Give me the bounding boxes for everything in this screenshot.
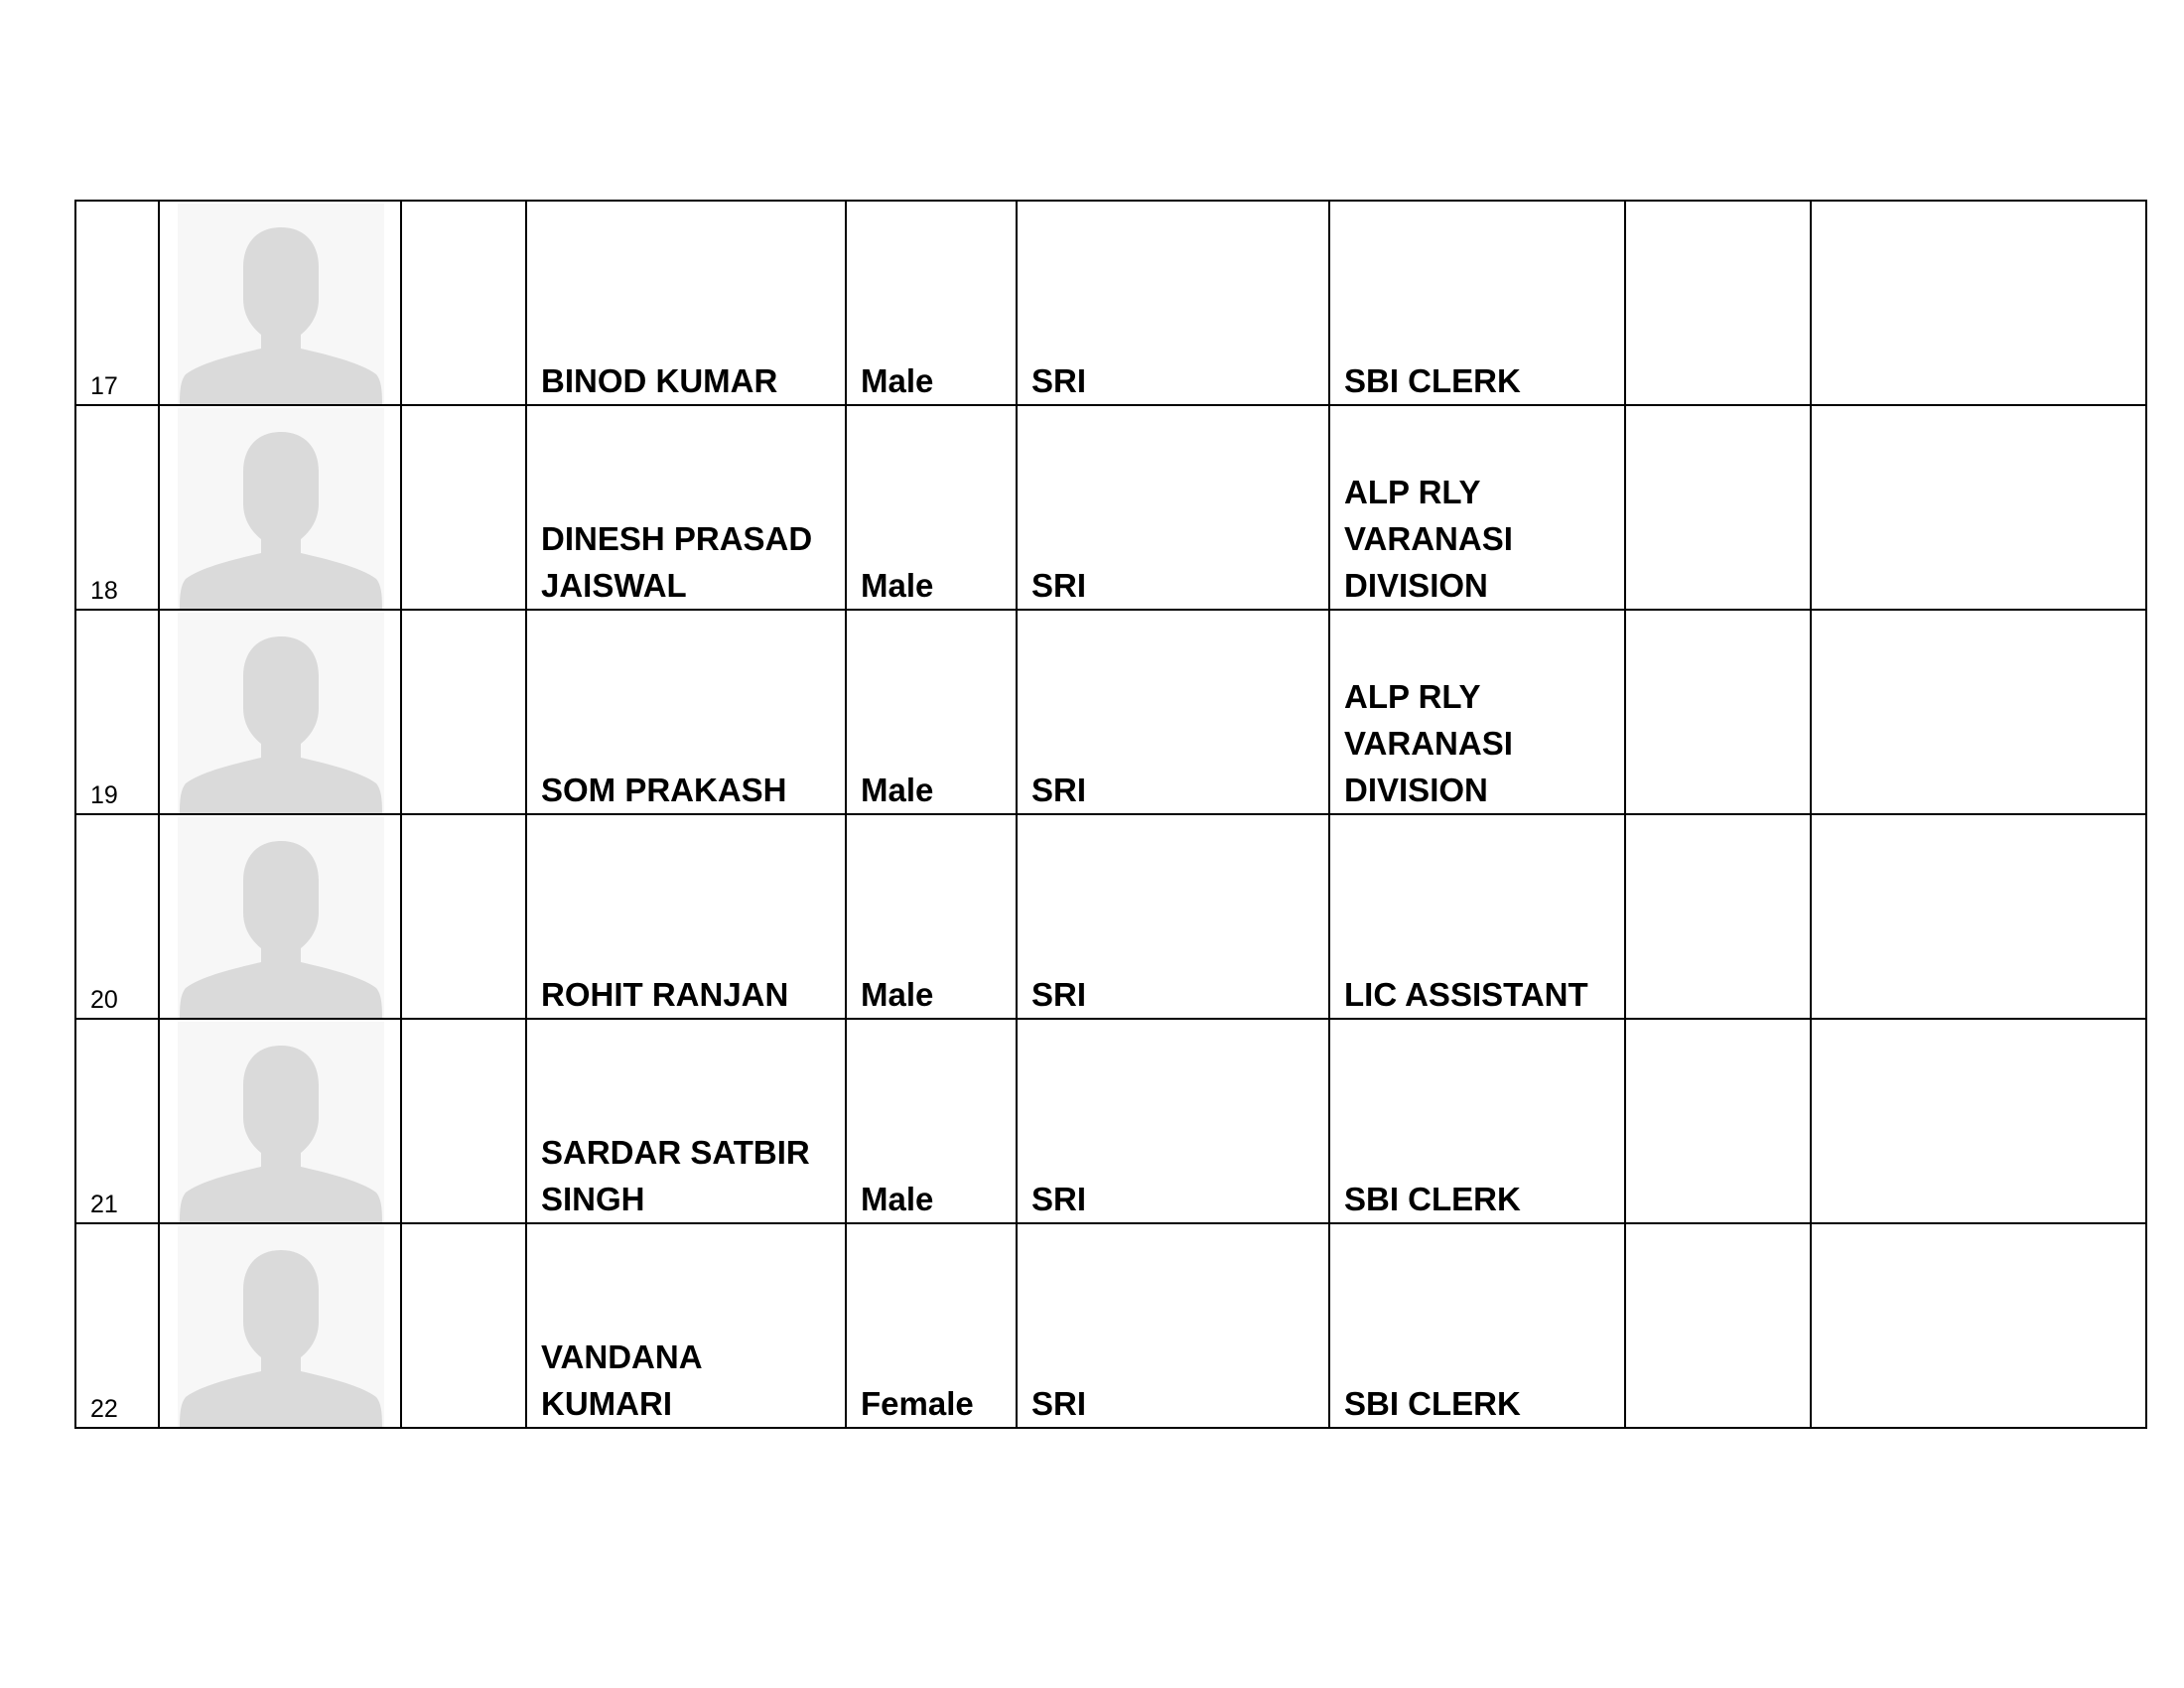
name-cell	[526, 405, 846, 610]
photo-placeholder	[160, 406, 400, 609]
gender-cell	[846, 1019, 1017, 1223]
gender-cell	[846, 405, 1017, 610]
post-cell	[1329, 201, 1625, 405]
candidate-title: SRI	[1031, 362, 1087, 399]
photo-cell	[159, 201, 401, 405]
person-silhouette-icon	[178, 1022, 384, 1222]
post-cell	[1329, 405, 1625, 610]
candidate-title: SRI	[1031, 567, 1087, 604]
table-row	[75, 1223, 2146, 1428]
photo-placeholder	[160, 815, 400, 1018]
name-cell	[526, 814, 846, 1019]
photo-cell	[159, 1223, 401, 1428]
empty-cell	[401, 405, 526, 610]
empty-cell	[401, 814, 526, 1019]
gender-cell	[846, 814, 1017, 1019]
empty-cell	[1625, 405, 1811, 610]
empty-cell	[1625, 814, 1811, 1019]
post-cell	[1329, 1223, 1625, 1428]
title-cell	[1017, 405, 1329, 610]
candidate-name: BINOD KUMAR	[541, 362, 778, 399]
table-row	[75, 610, 2146, 814]
empty-cell	[1811, 814, 2146, 1019]
person-silhouette-icon	[178, 613, 384, 813]
empty-cell	[1625, 1223, 1811, 1428]
gender-cell	[846, 610, 1017, 814]
serial-number: 17	[90, 372, 118, 400]
candidate-gender: Male	[861, 1181, 934, 1217]
serial-number-cell	[75, 1223, 159, 1428]
post-cell	[1329, 814, 1625, 1019]
empty-cell	[1811, 1223, 2146, 1428]
candidate-title: SRI	[1031, 1181, 1087, 1217]
serial-number: 19	[90, 781, 118, 809]
serial-number: 21	[90, 1191, 118, 1218]
serial-number-cell	[75, 610, 159, 814]
empty-cell	[1811, 610, 2146, 814]
title-cell	[1017, 1223, 1329, 1428]
name-cell	[526, 610, 846, 814]
name-cell	[526, 201, 846, 405]
serial-number-cell	[75, 201, 159, 405]
candidate-name: SARDAR SATBIR SINGH	[541, 1134, 810, 1217]
empty-cell	[1625, 610, 1811, 814]
serial-number-cell	[75, 814, 159, 1019]
photo-cell	[159, 610, 401, 814]
empty-cell	[1625, 201, 1811, 405]
serial-number: 18	[90, 577, 118, 605]
candidate-table	[74, 200, 2147, 1429]
serial-number: 22	[90, 1395, 118, 1423]
photo-placeholder	[160, 1224, 400, 1427]
person-silhouette-icon	[178, 204, 384, 404]
candidate-name: ROHIT RANJAN	[541, 976, 789, 1013]
photo-placeholder	[160, 611, 400, 813]
candidate-gender: Female	[861, 1385, 974, 1422]
person-silhouette-icon	[178, 408, 384, 609]
candidate-gender: Male	[861, 976, 934, 1013]
title-cell	[1017, 814, 1329, 1019]
empty-cell	[401, 201, 526, 405]
candidate-post: SBI CLERK	[1344, 1385, 1521, 1422]
candidate-title: SRI	[1031, 772, 1087, 808]
table-row	[75, 814, 2146, 1019]
candidate-post: LIC ASSISTANT	[1344, 976, 1588, 1013]
person-silhouette-icon	[178, 817, 384, 1018]
empty-cell	[401, 1223, 526, 1428]
gender-cell	[846, 201, 1017, 405]
person-silhouette-icon	[178, 1226, 384, 1427]
empty-cell	[1811, 201, 2146, 405]
photo-cell	[159, 405, 401, 610]
candidate-gender: Male	[861, 772, 934, 808]
name-cell	[526, 1019, 846, 1223]
serial-number: 20	[90, 986, 118, 1014]
candidate-title: SRI	[1031, 976, 1087, 1013]
title-cell	[1017, 201, 1329, 405]
empty-cell	[1811, 1019, 2146, 1223]
serial-number-cell	[75, 405, 159, 610]
empty-cell	[1811, 405, 2146, 610]
serial-number-cell	[75, 1019, 159, 1223]
candidate-post: SBI CLERK	[1344, 1181, 1521, 1217]
post-cell	[1329, 610, 1625, 814]
candidate-post: SBI CLERK	[1344, 362, 1521, 399]
candidate-title: SRI	[1031, 1385, 1087, 1422]
photo-cell	[159, 814, 401, 1019]
post-cell	[1329, 1019, 1625, 1223]
empty-cell	[401, 610, 526, 814]
photo-placeholder	[160, 202, 400, 404]
candidate-name: VANDANA KUMARI	[541, 1338, 703, 1422]
candidate-name: DINESH PRASAD JAISWAL	[541, 520, 813, 604]
title-cell	[1017, 610, 1329, 814]
photo-placeholder	[160, 1020, 400, 1222]
empty-cell	[1625, 1019, 1811, 1223]
empty-cell	[401, 1019, 526, 1223]
table-row	[75, 1019, 2146, 1223]
gender-cell	[846, 1223, 1017, 1428]
candidate-gender: Male	[861, 362, 934, 399]
candidate-name: SOM PRAKASH	[541, 772, 787, 808]
candidate-post: ALP RLY VARANASI DIVISION	[1344, 474, 1513, 604]
title-cell	[1017, 1019, 1329, 1223]
name-cell	[526, 1223, 846, 1428]
table-row	[75, 201, 2146, 405]
table-row	[75, 405, 2146, 610]
photo-cell	[159, 1019, 401, 1223]
candidate-gender: Male	[861, 567, 934, 604]
candidate-post: ALP RLY VARANASI DIVISION	[1344, 678, 1513, 808]
